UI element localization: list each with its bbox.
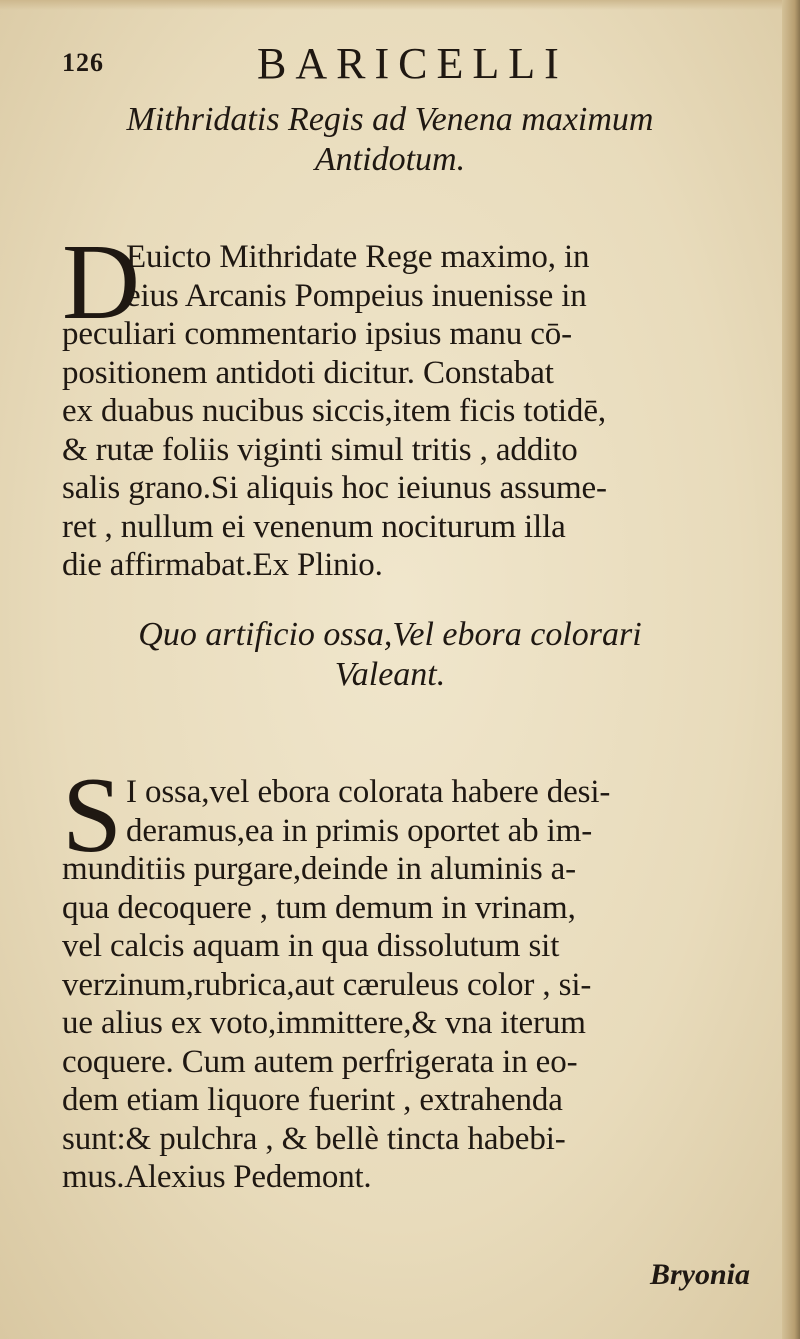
- text-line: vel calcis aquam in qua dissolutum sit: [62, 928, 560, 964]
- text-line: & rutæ foliis viginti simul tritis , addito: [62, 431, 578, 468]
- text-line: coquere. Cum autem perfrigerata in eo-: [62, 1043, 578, 1080]
- text-line: deramus,ea in primis oportet ab im-: [126, 812, 593, 849]
- text-line: sunt:& pulchra , & bellè tincta habebi-: [62, 1120, 566, 1157]
- section-title-line: Antidotum.: [314, 141, 466, 178]
- page-header: [62, 38, 742, 88]
- text-line: I ossa,vel ebora colorata habere desi-: [126, 774, 611, 810]
- text-line: eius Arcanis Pompeius inuenisse in: [126, 277, 587, 314]
- drop-cap: S: [62, 756, 123, 875]
- text-line: mus.Alexius Pedemont.: [62, 1159, 372, 1195]
- text-line: peculiari commentario ipsius manu cō-: [62, 316, 573, 352]
- page-top-shadow: [0, 0, 800, 10]
- text-line: munditiis purgare,deinde in aluminis a-: [62, 851, 577, 887]
- page-number: 126: [62, 48, 104, 77]
- section-title-coloring: [40, 615, 740, 695]
- drop-cap: D: [62, 223, 140, 342]
- text-line: die affirmabat.Ex Plinio.: [62, 547, 383, 583]
- text-line: qua decoquere , tum demum in vrinam,: [62, 889, 576, 926]
- section-title-line: Valeant.: [334, 656, 446, 693]
- text-line: Euicto Mithridate Rege maximo, in: [126, 239, 590, 275]
- section-title-line: Quo artificio ossa,Vel ebora colorari: [138, 616, 642, 653]
- running-head: BARICELLI: [257, 39, 568, 88]
- text-line: salis grano.Si aliquis hoc ieiunus assume-: [62, 470, 607, 506]
- catchword: Bryonia: [649, 1258, 750, 1291]
- section-title-line: Mithridatis Regis ad Venena maximum: [126, 101, 654, 138]
- paragraph-coloring: [62, 756, 762, 1197]
- text-line: ex duabus nucibus siccis,item ficis totidē,: [62, 393, 606, 429]
- paragraph-antidote: [62, 223, 762, 585]
- text-line: dem etiam liquore fuerint , extrahenda: [62, 1082, 563, 1118]
- text-line: ue alius ex voto,immittere,& vna iterum: [62, 1005, 586, 1041]
- section-title-antidote: [40, 100, 740, 180]
- page-edge-shadow: [782, 0, 800, 1339]
- text-line: verzinum,rubrica,aut cæruleus color , si-: [62, 966, 592, 1003]
- text-line: ret , nullum ei venenum nociturum illa: [62, 508, 566, 545]
- text-line: positionem antidoti dicitur. Constabat: [62, 354, 554, 391]
